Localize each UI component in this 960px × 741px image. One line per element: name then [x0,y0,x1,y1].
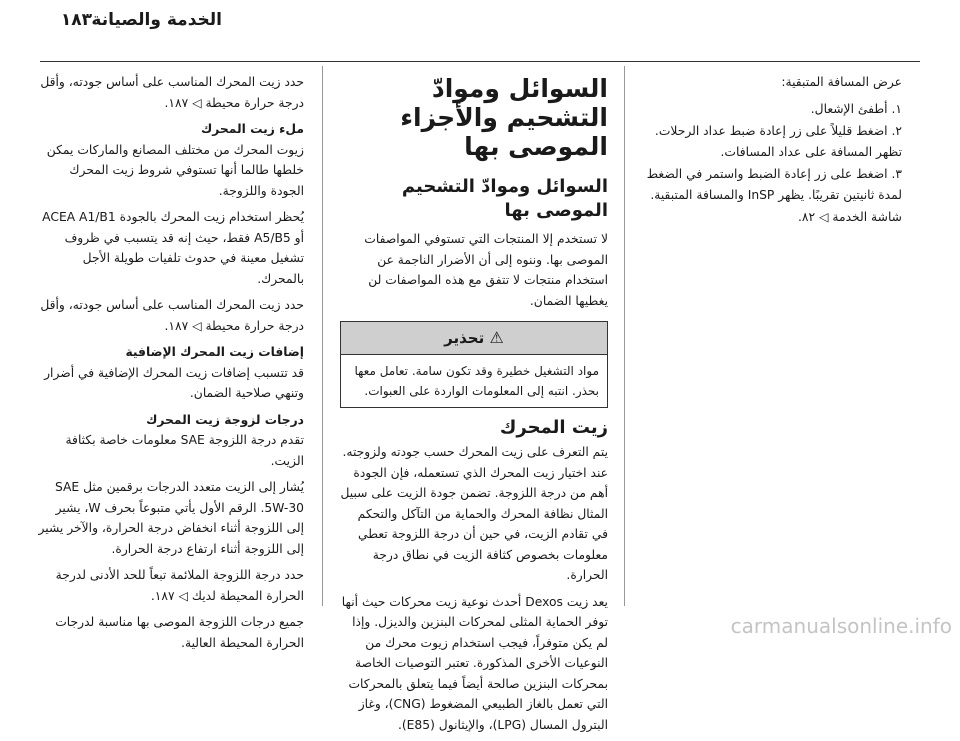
oil-quality-ref-2: حدد زيت المحرك المناسب على أساس جودته، وأقل درجة حرارة محيطة ◁ ١٨٧. [40,298,304,333]
step-2: ٢. اضغط قليلاً على زر إعادة ضبط عداد الرحلات. تظهر المسافة على عداد المسافات. [654,124,902,159]
column-divider-left [322,66,323,606]
sae-paragraph: تقدم درجة اللزوجة SAE معلومات خاصة بكثافة الزيت. [65,433,304,468]
column-left [36,72,304,659]
fill-oil-heading: ملء زيت المحرك [200,122,304,136]
viscosity-selection-paragraph: حدد درجة اللزوجة الملائمة تبعاً للحد الأدنى لدرجة الحرارة المحيطة لديك ◁ ١٨٧. [55,568,304,603]
header-rule [40,61,920,62]
page-number: ١٨٣ [60,10,92,30]
warning-body: مواد التشغيل خطيرة وقد تكون سامة. تعامل معها بحذر. انتبه إلى المعلومات الواردة على العبوات. [354,364,599,398]
service-display-ref: شاشة الخدمة ◁ ٨٢. [797,210,902,224]
engine-oil-paragraph: يتم التعرف على زيت المحرك حسب جودته ولزوجته. عند اختيار زيت المحرك الذي تستعمله، فإن الجودة أهم من درجة اللزوجة. تضمن جودة الزيت على سبيل المثال نظافة المحرك والحماية من التآكل والتحكم في تقادم الزيت، في حين أن درجة اللزوجة تعطي معلومات بخصوص كثافة الزيت في نطاق درجة الحرارة. [340,445,608,582]
column-divider-right [624,66,625,606]
multigrade-paragraph: يُشار إلى الزيت متعدد الدرجات برقمين مثل SAE 5W-30. الرقم الأول يأتي متبوعاً بحرف W، يشير إلى اللزوجة أثناء انخفاض درجة الحرارة، والآخر يشير إلى اللزوجة أثناء ارتفاع درجة الحرارة. [38,480,304,556]
column-right [640,72,902,230]
remaining-distance-intro: عرض المسافة المتبقية: [781,75,902,89]
page-header [0,0,960,60]
step-1: ١. أطفئ الإشعال. [810,101,902,116]
warning-triangle-icon: ⚠ [489,328,504,347]
warning-header [341,322,607,355]
section-title: السوائل وموادّ التشحيم والأجزاء الموصى بها [400,74,608,161]
step-3: ٣. اضغط على زر إعادة الضبط واستمر في الضغط لمدة ثانيتين تقريبًا. يظهر InSP والمسافة المتبقية. [646,167,902,202]
steps-list [640,99,902,228]
warning-title: تحذير [444,329,485,347]
mixing-paragraph: زيوت المحرك من مختلف المصانع والماركات يمكن خلطها طالما أنها تستوفي شروط زيت المحرك الجودة واللزوجة. [46,142,304,198]
viscosity-heading: درجات لزوجة زيت المحرك [146,412,304,427]
additives-heading: إضافات زيت المحرك الإضافية [125,345,304,359]
subsection-title: السوائل وموادّ التشحيم الموصى بها [401,176,608,221]
acea-paragraph: يُحظر استخدام زيت المحرك بالجودة ACEA A1/B1 أو A5/B5 فقط، حيث إنه قد يتسبب في ظروف تشغيل معينة في حدوث تلفيات طويلة الأجل بالمحرك. [42,210,304,286]
additives-paragraph: قد تتسبب إضافات زيت المحرك الإضافية في أضرار وتنهي صلاحية الضمان. [44,365,304,400]
warning-box [340,321,608,408]
engine-oil-heading: زيت المحرك [499,417,608,438]
running-title: الخدمة والصيانة [91,10,222,30]
high-temp-paragraph: جميع درجات اللزوجة الموصى بها مناسبة لدرجات الحرارة المحيطة العالية. [55,615,304,650]
dexos-paragraph: يعد زيت Dexos أحدث نوعية زيت محركات حيث أنها توفر الحماية المثلى لمحركات البنزين والديزل. وإذا لم يكن متوفراً، فيجب استخدام زيوت محرك من النوعيات الأخرى المذكورة. تعتبر التوصيات الخاصة بمحركات البنزين صالحة أيضاً فيما يتعلق بالمحركات التي تعمل بالغاز الطبيعي المضغوط (CNG)، وغاز البترول المسال (LPG)، والإيثانول (E85). [341,594,608,732]
oil-quality-ref-1: حدد زيت المحرك المناسب على أساس جودته، وأقل درجة حرارة محيطة ◁ ١٨٧. [40,75,304,110]
column-middle [340,72,608,741]
fluids-paragraph: لا تستخدم إلا المنتجات التي تستوفي المواصفات الموصى بها. وننوه إلى أن الأضرار الناجمة عن استخدام منتجات لا تتفق مع هذه المواصفات لن يغطيها الضمان. [364,232,608,308]
watermark: carmanualsonline.info [730,614,952,638]
